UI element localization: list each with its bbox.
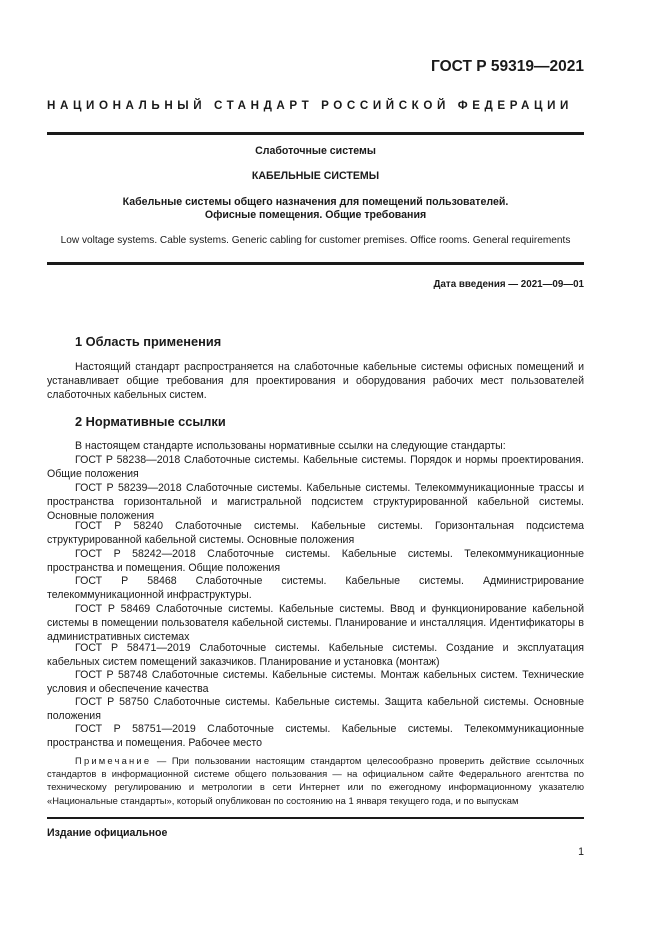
reference-item: ГОСТ Р 58748 Слаботочные системы. Кабельные системы. Монтаж кабельных систем. Технические условия и обеспечение качества bbox=[47, 669, 584, 696]
section1-paragraph: Настоящий стандарт распространяется на слаботочные кабельные системы офисных помещений и устанавливает общие требования для проектирования и оборудования рабочих мест пользователей слаботочных кабельных систем. bbox=[47, 361, 584, 402]
reference-item: ГОСТ Р 58240 Слаботочные системы. Кабельные системы. Горизонтальная подсистема структурированной кабельной системы. Основные положения bbox=[47, 520, 584, 547]
reference-item: ГОСТ Р 58750 Слаботочные системы. Кабельные системы. Защита кабельной системы. Основные положения bbox=[47, 696, 584, 723]
section2-note: Примечание — При пользовании настоящим стандартом целесообразно проверить действие ссылочных стандартов в информационной системе общего пользования — на официальном сайте Федерального агентства по техническому регулированию и метрологии в сети Интернет или по ежегодному информационному указателю «Национальные стандарты», который опубликован по состоянию на 1 января текущего года, и по выпускам bbox=[47, 755, 584, 806]
reference-item: ГОСТ Р 58471—2019 Слаботочные системы. Кабельные системы. Создание и эксплуатация кабельных систем помещений заказчиков. Планирование и установка (монтаж) bbox=[47, 642, 584, 669]
reference-item: ГОСТ Р 58751—2019 Слаботочные системы. Кабельные системы. Телекоммуникационные пространства и помещения. Рабочее место bbox=[47, 723, 584, 750]
title-main: КАБЕЛЬНЫЕ СИСТЕМЫ bbox=[251, 170, 380, 182]
edition-label: Издание официальное bbox=[47, 827, 168, 839]
footer-rule bbox=[47, 817, 584, 819]
reference-item: ГОСТ Р 58242—2018 Слаботочные системы. Кабельные системы. Телекоммуникационные пространства и помещения. Общие положения bbox=[47, 548, 584, 575]
title-bottom-rule bbox=[47, 262, 584, 265]
top-rule bbox=[47, 132, 584, 135]
note-label: Примечание bbox=[75, 755, 152, 766]
section2-intro: В настоящем стандарте использованы нормативные ссылки на следующие стандарты: bbox=[75, 440, 506, 452]
section1-heading: 1 Область применения bbox=[75, 334, 222, 349]
national-standard-banner: НАЦИОНАЛЬНЫЙ СТАНДАРТ РОССИЙСКОЙ ФЕДЕРАЦИИ bbox=[47, 99, 573, 112]
introduction-date: Дата введения — 2021—09—01 bbox=[433, 279, 584, 290]
reference-item: ГОСТ Р 58239—2018 Слаботочные системы. Кабельные системы. Телекоммуникационные трассы и пространства горизонтальной и магистральной подсистем структурированной кабельной системы. Основные положения bbox=[47, 482, 584, 523]
title-english: Low voltage systems. Cable systems. Generic cabling for customer premises. Office rooms. General requirements bbox=[60, 235, 571, 246]
title-sub-line2: Офисные помещения. Общие требования bbox=[204, 209, 427, 221]
section2-heading: 2 Нормативные ссылки bbox=[75, 414, 226, 429]
reference-item: ГОСТ Р 58469 Слаботочные системы. Кабельные системы. Ввод и функционирование кабельной системы в помещении пользователя кабельной системы. Планирование и инсталляция. Идентификаторы в административных системах bbox=[47, 603, 584, 644]
document-number: ГОСТ Р 59319—2021 bbox=[431, 58, 584, 75]
title-category: Слаботочные системы bbox=[255, 145, 376, 157]
title-sub-line1: Кабельные системы общего назначения для помещений пользователей. bbox=[122, 196, 509, 208]
page-number: 1 bbox=[578, 846, 584, 858]
reference-item: ГОСТ Р 58238—2018 Слаботочные системы. Кабельные системы. Порядок и нормы проектирования. Общие положения bbox=[47, 454, 584, 481]
reference-item: ГОСТ Р 58468 Слаботочные системы. Кабельные системы. Администрирование телекоммуникационной инфраструктуры. bbox=[47, 575, 584, 602]
